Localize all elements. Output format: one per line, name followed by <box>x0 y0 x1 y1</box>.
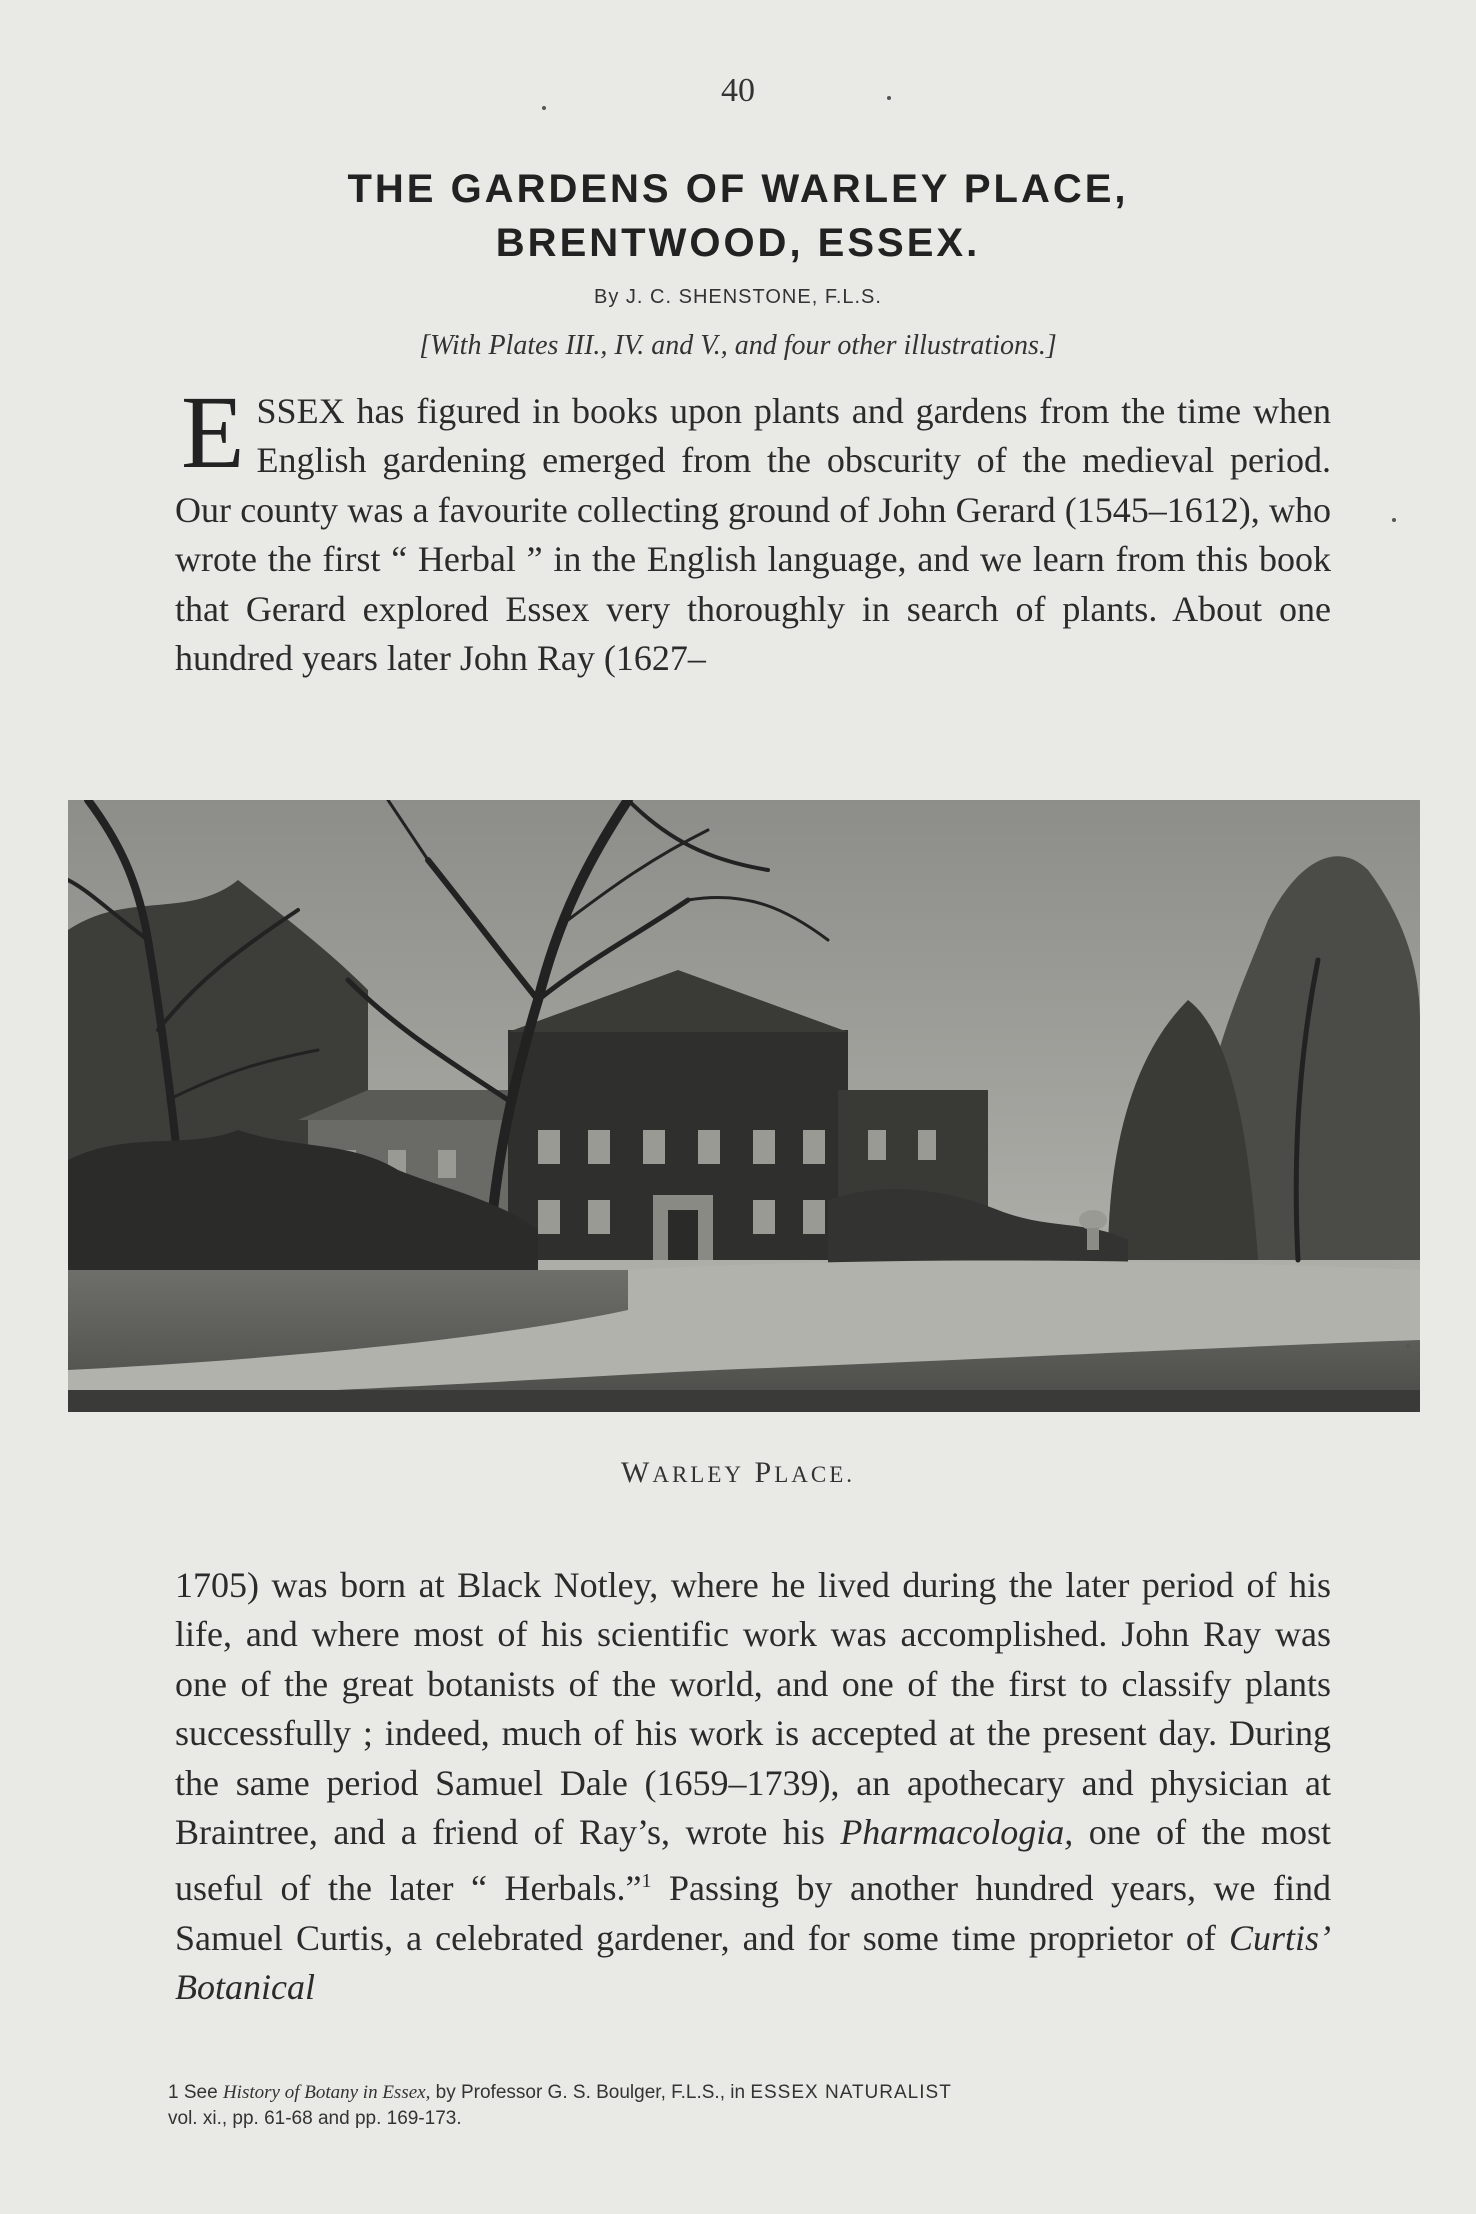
house-engraving-illustration <box>68 800 1420 1412</box>
print-speck <box>1406 1344 1410 1348</box>
paragraph-2 <box>175 1561 1331 2013</box>
caption-word-2-rest: LACE. <box>774 1462 855 1487</box>
print-speck <box>542 106 546 110</box>
curtis-botanical-title: Curtis’ Botanical <box>175 1917 1331 2008</box>
article-title <box>150 162 1326 270</box>
caption-word-1-rest: ARLEY <box>652 1462 744 1487</box>
footnote-marker: 1 <box>641 1870 652 1893</box>
paragraph-2-part-2: one of the most useful of the later “ Herbals.” <box>175 1812 1332 1909</box>
footnote-by: by Professor G. S. Boulger, F.L.S., in <box>435 2082 746 2103</box>
footnote-see: See <box>183 2082 218 2103</box>
caption-initial-w: W <box>621 1456 653 1489</box>
paragraph-1 <box>175 375 1331 683</box>
warley-place-photograph <box>68 800 1420 1412</box>
page-number: 40 <box>721 72 755 109</box>
footnote-journal: ESSEX NATURALIST <box>750 2082 952 2103</box>
title-line-1: THE GARDENS OF WARLEY PLACE, <box>347 167 1129 211</box>
footnote-book-title: History of Botany in Essex, <box>222 2082 431 2103</box>
caption-initial-p: P <box>754 1456 775 1489</box>
footnote-number: 1 <box>168 2082 179 2103</box>
byline: By J. C. SHENSTONE, F.L.S. <box>594 286 882 308</box>
pharmacologia-title: Pharmacologia, <box>840 1812 1074 1853</box>
footnote-pages: vol. xi., pp. 61-68 and pp. 169-173. <box>168 2108 462 2129</box>
drop-cap: E <box>181 375 245 490</box>
footnote <box>168 2080 1331 2132</box>
print-speck <box>887 96 891 100</box>
figure-caption <box>0 1456 1476 1490</box>
paragraph-1-text: SSEX has figured in books upon plants and gardens from the time when English gardening emerged from the obscurity of the medieval period. Our county was a favourite collecting ground of John Gerard (1545–1612), who wrote the first “ Herbal ” in the English language, and we learn from this book that Gerard explored Essex very thoroughly in search of plants. About one hundred years later John Ray (1627– <box>175 391 1331 679</box>
title-line-2: BRENTWOOD, ESSEX. <box>495 221 981 265</box>
paragraph-2-part-1: 1705) was born at Black Notley, where he lived during the later period of his life, and where most of his scientific work was accomplished. John Ray was one of the great botanists of the world, and one of the first to classify plants successfully ; indeed, much of his work is accepted at the present day. During the same period Samuel Dale (1659–1739), an apothecary and physician at Braintree, and a friend of Ray’s, wrote his <box>175 1565 1331 1853</box>
print-speck <box>1392 518 1396 522</box>
paragraph-2-part-3: Passing by another hundred years, we find Samuel Curtis, a celebrated gardener, and for some time proprietor of <box>175 1868 1332 1958</box>
plates-note: [With Plates III., IV. and V., and four other illustrations.] <box>419 330 1057 361</box>
